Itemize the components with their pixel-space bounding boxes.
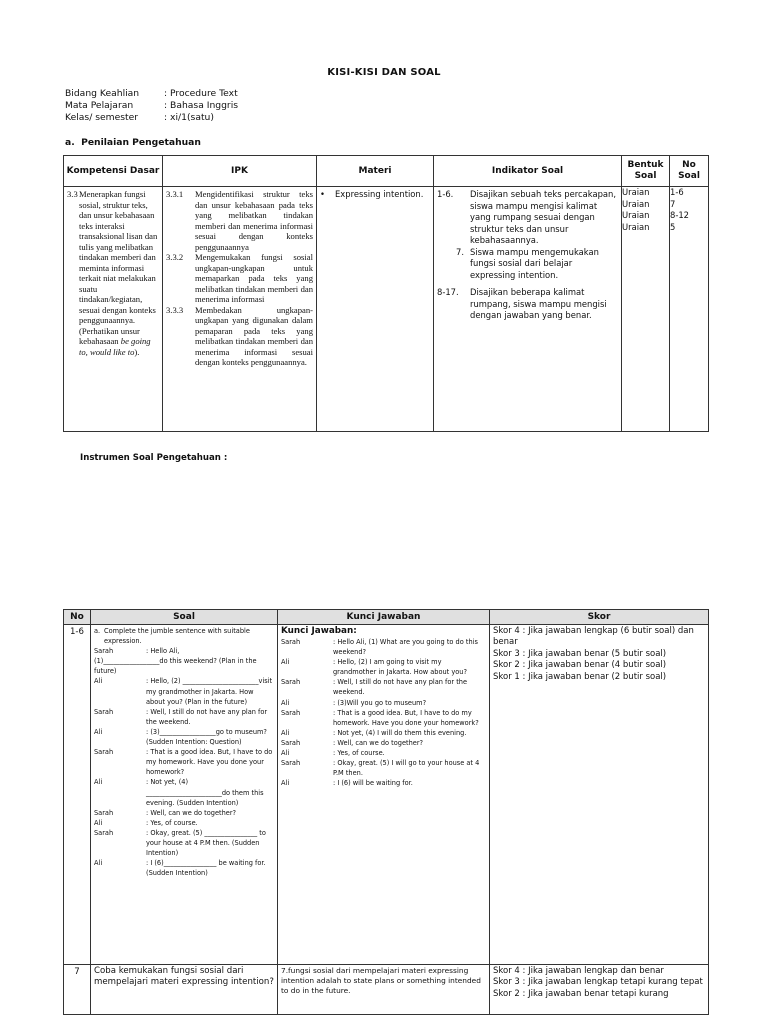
header-soal: Soal [91,610,278,625]
dialog-line [94,676,274,706]
document-title: KISI-KISI DAN SOAL [327,67,441,78]
row-number: 1-6 [64,625,91,965]
speaker-name: Sarah [94,808,114,817]
dialog-line [281,758,486,778]
speaker-name: Sarah [94,828,114,837]
header-kompetensi-dasar: Kompetensi Dasar [64,156,163,187]
dialog-text: : Okay, great. (5) I will go to your house at 4 P.M then. [333,759,480,778]
table-header-row [64,156,709,187]
dialog-line [281,748,486,758]
dialog-text: : Yes, of course. [333,749,385,758]
dialog-text: : Yes, of course. [146,818,198,827]
skor-line: Skor 2 : Jika jawaban benar tetapi kurang [493,988,669,999]
dialog-line [94,727,274,747]
dialog-text: : I (6)________________ be waiting for. (Sudden Intention) [146,859,266,878]
dialog-line [94,707,274,727]
skor-line: Skor 3 : Jika jawaban benar (5 butir soal) [493,648,667,659]
bentuk-soal-value: Uraian [622,198,650,209]
ipk-item [166,252,313,305]
dialog-text: : Well, can we do together? [146,808,237,817]
header-no: No [64,610,91,625]
indikator-number: 7. [456,246,464,257]
dialog-text: : That is a good idea. But, I have to do my homework. Have you done your homework? [333,708,479,727]
dialog-text: (1)_________________do this weekend? (Plan in the future) [94,657,257,676]
skor-line: Skor 4 : Jika jawaban lengkap (6 butir soal) dan benar [493,626,694,648]
section-heading: a. Penilaian Pengetahuan [65,137,201,148]
skor-cell [490,965,709,1015]
skor-line: Skor 2 : Jika jawaban benar (4 butir soal) [493,660,667,671]
soal-table [63,609,709,1015]
bentuk-soal-value: Uraian [622,187,650,197]
indikator-cell [434,187,622,432]
kunci-jawaban-cell: 7.fungsi sosial dari mempelajari materi expressing intention adalah to state plans or something intended to do in the future. [278,965,490,1015]
dialog-text: : Well, can we do together? [333,738,424,747]
speaker-name: Ali [94,778,103,787]
dialog-text: : Well, I still do not have any plan for the weekend. [333,678,468,697]
meta-value: : Bahasa Inggris [164,100,239,111]
header-indikator-soal: Indikator Soal [434,156,622,187]
meta-value: : xi/1(satu) [164,112,214,123]
dialog-text: : Well, I still do not have any plan for the weekend. [146,707,268,726]
dialog-text: : Not yet, (4) I will do them this evening. [333,728,467,737]
document-meta [65,88,238,124]
indikator-number: 1-6. [437,189,454,199]
dialog-text: : Hello Ali, [146,647,180,656]
kd-end: ). [134,346,140,357]
dialog-line [94,646,274,656]
indikator-item [437,287,618,322]
materi-cell [317,187,434,432]
kunci-title: Kunci Jawaban: [281,626,357,636]
ipk-item [166,305,313,368]
ipk-text: Mengemukakan fungsi sosial ungkapan-ungkapan untuk memaparkan pada teks yang melibatkan tindakan memberi dan menerima informasi [195,252,313,304]
speaker-name: Sarah [281,738,301,747]
ipk-number: 3.3.1 [166,189,184,199]
dialog-text: : Not yet, (4) _______________________do them this evening. (Sudden Intention) [146,778,264,807]
dialog-text: : I (6) will be waiting for. [333,779,413,788]
dialog-line [94,858,274,878]
ipk-text: Mengidentifikasi struktur teks dan unsur kebahasaan pada teks yang melibatkan tindakan memberi dan menerima informasi sesuai dengan konteks penggunaannya [195,189,313,252]
kd-italic-text: be going to, would like to [79,336,151,357]
bullet-icon: • [320,189,325,199]
kd-number: 3.3 [67,189,78,199]
dialog-text: : Hello, (2) _______________________visit my grandmother in Jakarta. How about you? (Plan in the future) [146,677,273,706]
speaker-name: Ali [281,749,290,758]
dialog-line [281,657,486,677]
dialog-line [281,637,486,657]
dialog-text: : (3)_________________go to museum? (Sudden Intention: Question) [146,727,267,747]
speaker-name: Sarah [281,708,301,717]
table-row [64,965,709,1015]
indikator-item [437,247,618,282]
row-number: 7 [64,965,91,1015]
indikator-text: Siswa mampu mengemukakan fungsi sosial dari belajar expressing intention. [470,246,599,280]
indikator-text: Disajikan beberapa kalimat rumpang, siswa mampu mengisi dengan jawaban yang benar. [470,287,607,320]
dialog-line [94,808,274,818]
ipk-number: 3.3.2 [166,252,184,262]
skor-line: Skor 3 : Jika jawaban lengkap tetapi kurang tepat [493,977,703,988]
no-soal-value: 5 [670,221,676,232]
dialog-line [94,818,274,828]
dialog-line [94,656,274,676]
dialog-line [281,728,486,738]
meta-row [65,88,238,100]
no-soal-value: 7 [670,198,676,209]
speaker-name: Sarah [94,748,114,757]
ipk-item [166,189,313,252]
indikator-text: Disajikan sebuah teks percakapan, siswa mampu mengisi kalimat yang rumpang sesuai dengan struktur teks dan unsur kebahasaannya. [470,189,617,245]
meta-label: Kelas/ semester [65,112,139,123]
speaker-name: Sarah [94,647,114,656]
table-header-row [64,610,709,625]
speaker-name: Ali [281,728,290,737]
header-kunci-jawaban: Kunci Jawaban [278,610,490,625]
meta-row [65,100,238,112]
dialog-text: : Hello Ali, (1) What are you going to do this weekend? [333,638,478,657]
bentuk-soal-value: Uraian [622,210,650,220]
dialog-text: : (3)Will you go to museum? [333,698,427,707]
dialog-line [94,828,274,858]
no-soal-cell [670,187,709,432]
speaker-name: Sarah [281,678,301,687]
instrumen-heading: Instrumen Soal Pengetahuan : [80,453,228,463]
header-no-soal: No Soal [670,156,709,187]
dialog-text: : That is a good idea. But, I have to do my homework. Have you done your homework? [146,748,273,777]
speaker-name: Ali [94,818,103,827]
skor-line: Skor 4 : Jika jawaban lengkap dan benar [493,966,664,976]
speaker-name: Ali [281,779,290,788]
dialog-line [94,747,274,777]
dialog-text: : Hello, (2) I am going to visit my grandmother in Jakarta. How about you? [333,658,467,677]
table-row [64,625,709,965]
materi-text: Expressing intention. [335,189,424,199]
speaker-name: Ali [281,658,290,667]
header-ipk: IPK [163,156,317,187]
soal-instruction: Complete the jumble sentence with suitable expression. [104,627,250,646]
dialog-line [281,738,486,748]
dialog-line [281,708,486,728]
speaker-name: Ali [281,698,290,707]
kunci-dialog [281,637,486,788]
kompetensi-dasar-cell [64,187,163,432]
dialog-line [94,777,274,807]
speaker-name: Ali [94,677,103,686]
table-row [64,187,709,432]
meta-row [65,112,238,124]
skor-cell [490,625,709,965]
speaker-name: Ali [94,859,103,868]
speaker-name: Sarah [281,638,301,646]
meta-label: Mata Pelajaran [65,100,134,111]
header-materi: Materi [317,156,434,187]
indikator-item [437,189,618,247]
soal-dialog [94,646,274,878]
header-skor: Skor [490,610,709,625]
dialog-line [281,698,486,708]
dialog-line [281,677,486,697]
soal-cell: Coba kemukakan fungsi sosial dari mempelajari materi expressing intention? [91,965,278,1015]
speaker-name: Ali [94,727,103,736]
no-soal-value: 8-12 [670,210,690,220]
header-bentuk-soal: Bentuk Soal [622,156,670,187]
ipk-cell [163,187,317,432]
indikator-number: 8-17. [437,287,459,297]
soal-cell [91,625,278,965]
ipk-number: 3.3.3 [166,304,184,315]
speaker-name: Sarah [94,707,114,716]
dialog-line [281,778,486,788]
meta-label: Bidang Keahlian [65,88,140,99]
meta-value: : Procedure Text [164,88,238,99]
kunci-jawaban-cell [278,625,490,965]
kd-text: Menerapkan fungsi sosial, struktur teks, dan unsur kebahasaan teks interaksi transaksional lisan dan tulis yang melibatkan tindakan memberi dan meminta informasi terkait niat melakukan suatu tindakan/kegiatan, sesuai dengan konteks penggunaannya. (Perhatikan unsur kebahasaan [79,189,158,346]
skor-line: Skor 1 : Jika jawaban benar (2 butir soal) [493,671,667,682]
kisi-kisi-table [63,155,709,432]
bentuk-soal-value: Uraian [622,221,650,232]
soal-letter: a. [94,627,101,635]
speaker-name: Sarah [281,759,301,768]
dialog-text: : Okay, great. (5) ________________ to your house at 4 P.M then. (Sudden Intention) [146,828,266,858]
bentuk-soal-cell [622,187,670,432]
ipk-text: Membedakan ungkapan-ungkapan yang digunakan dalam pemaparan pada teks yang melibatkan tindakan memberi dan menerima informasi sesuai dengan konteks penggunaannya. [195,304,313,367]
no-soal-value: 1-6 [670,187,684,197]
